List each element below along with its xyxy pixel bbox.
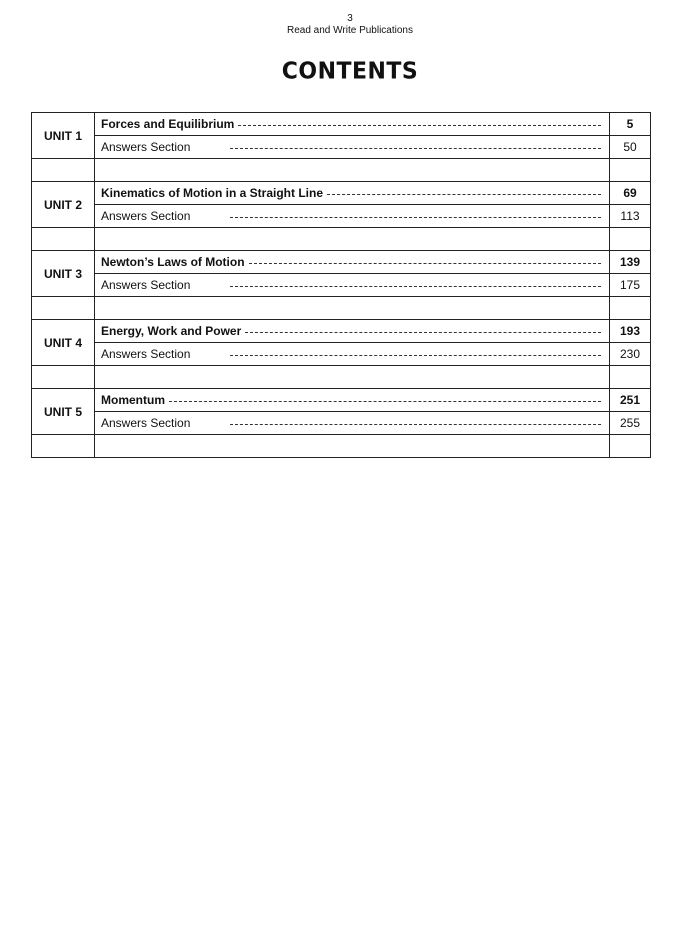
dotted-leader: [230, 217, 601, 218]
table-row: [32, 251, 651, 274]
dotted-leader: [230, 424, 601, 425]
table-row: [32, 320, 651, 343]
table-row: [32, 182, 651, 205]
unit-label: UNIT 5: [32, 389, 95, 435]
chapter-entry[interactable]: [95, 113, 610, 136]
chapter-entry[interactable]: [95, 182, 610, 205]
chapter-title: Kinematics of Motion in a Straight Line: [101, 186, 324, 200]
chapter-page-number: 251: [610, 389, 651, 412]
answers-entry[interactable]: [95, 205, 610, 228]
answers-entry[interactable]: [95, 274, 610, 297]
dotted-leader: [238, 125, 601, 126]
chapter-title: Energy, Work and Power: [101, 324, 242, 338]
page-number: 3: [347, 13, 353, 24]
chapter-entry[interactable]: [95, 251, 610, 274]
chapter-title: Forces and Equilibrium: [101, 117, 235, 131]
publisher-name: Read and Write Publications: [287, 25, 413, 36]
chapter-title: Momentum: [101, 393, 165, 407]
dotted-leader: [249, 263, 601, 264]
answers-entry[interactable]: [95, 136, 610, 159]
table-row: [32, 412, 651, 435]
answers-label: Answers Section: [101, 209, 191, 223]
dotted-leader: [245, 332, 601, 333]
page-title: CONTENTS: [281, 58, 419, 85]
contents-table: [31, 112, 651, 458]
answers-page-number: 50: [610, 136, 651, 159]
spacer-row: [32, 297, 651, 320]
chapter-page-number: 5: [610, 113, 651, 136]
answers-page-number: 113: [610, 205, 651, 228]
table-row: [32, 113, 651, 136]
unit-label: UNIT 1: [32, 113, 95, 159]
answers-label: Answers Section: [101, 347, 191, 361]
table-row: [32, 274, 651, 297]
dotted-leader: [230, 148, 601, 149]
unit-label: UNIT 3: [32, 251, 95, 297]
chapter-page-number: 69: [610, 182, 651, 205]
answers-label: Answers Section: [101, 416, 191, 430]
answers-page-number: 255: [610, 412, 651, 435]
spacer-row: [32, 435, 651, 458]
chapter-title: Newton’s Laws of Motion: [101, 255, 245, 269]
unit-label: UNIT 2: [32, 182, 95, 228]
dotted-leader: [169, 401, 601, 402]
answers-entry[interactable]: [95, 343, 610, 366]
chapter-page-number: 139: [610, 251, 651, 274]
table-row: [32, 136, 651, 159]
unit-label: UNIT 4: [32, 320, 95, 366]
dotted-leader: [230, 355, 601, 356]
chapter-page-number: 193: [610, 320, 651, 343]
answers-page-number: 230: [610, 343, 651, 366]
chapter-entry[interactable]: [95, 320, 610, 343]
chapter-entry[interactable]: [95, 389, 610, 412]
answers-label: Answers Section: [101, 140, 191, 154]
dotted-leader: [327, 194, 601, 195]
spacer-row: [32, 228, 651, 251]
answers-entry[interactable]: [95, 412, 610, 435]
table-row: [32, 205, 651, 228]
table-row: [32, 343, 651, 366]
spacer-row: [32, 366, 651, 389]
answers-page-number: 175: [610, 274, 651, 297]
table-row: [32, 389, 651, 412]
dotted-leader: [230, 286, 601, 287]
answers-label: Answers Section: [101, 278, 191, 292]
spacer-row: [32, 159, 651, 182]
